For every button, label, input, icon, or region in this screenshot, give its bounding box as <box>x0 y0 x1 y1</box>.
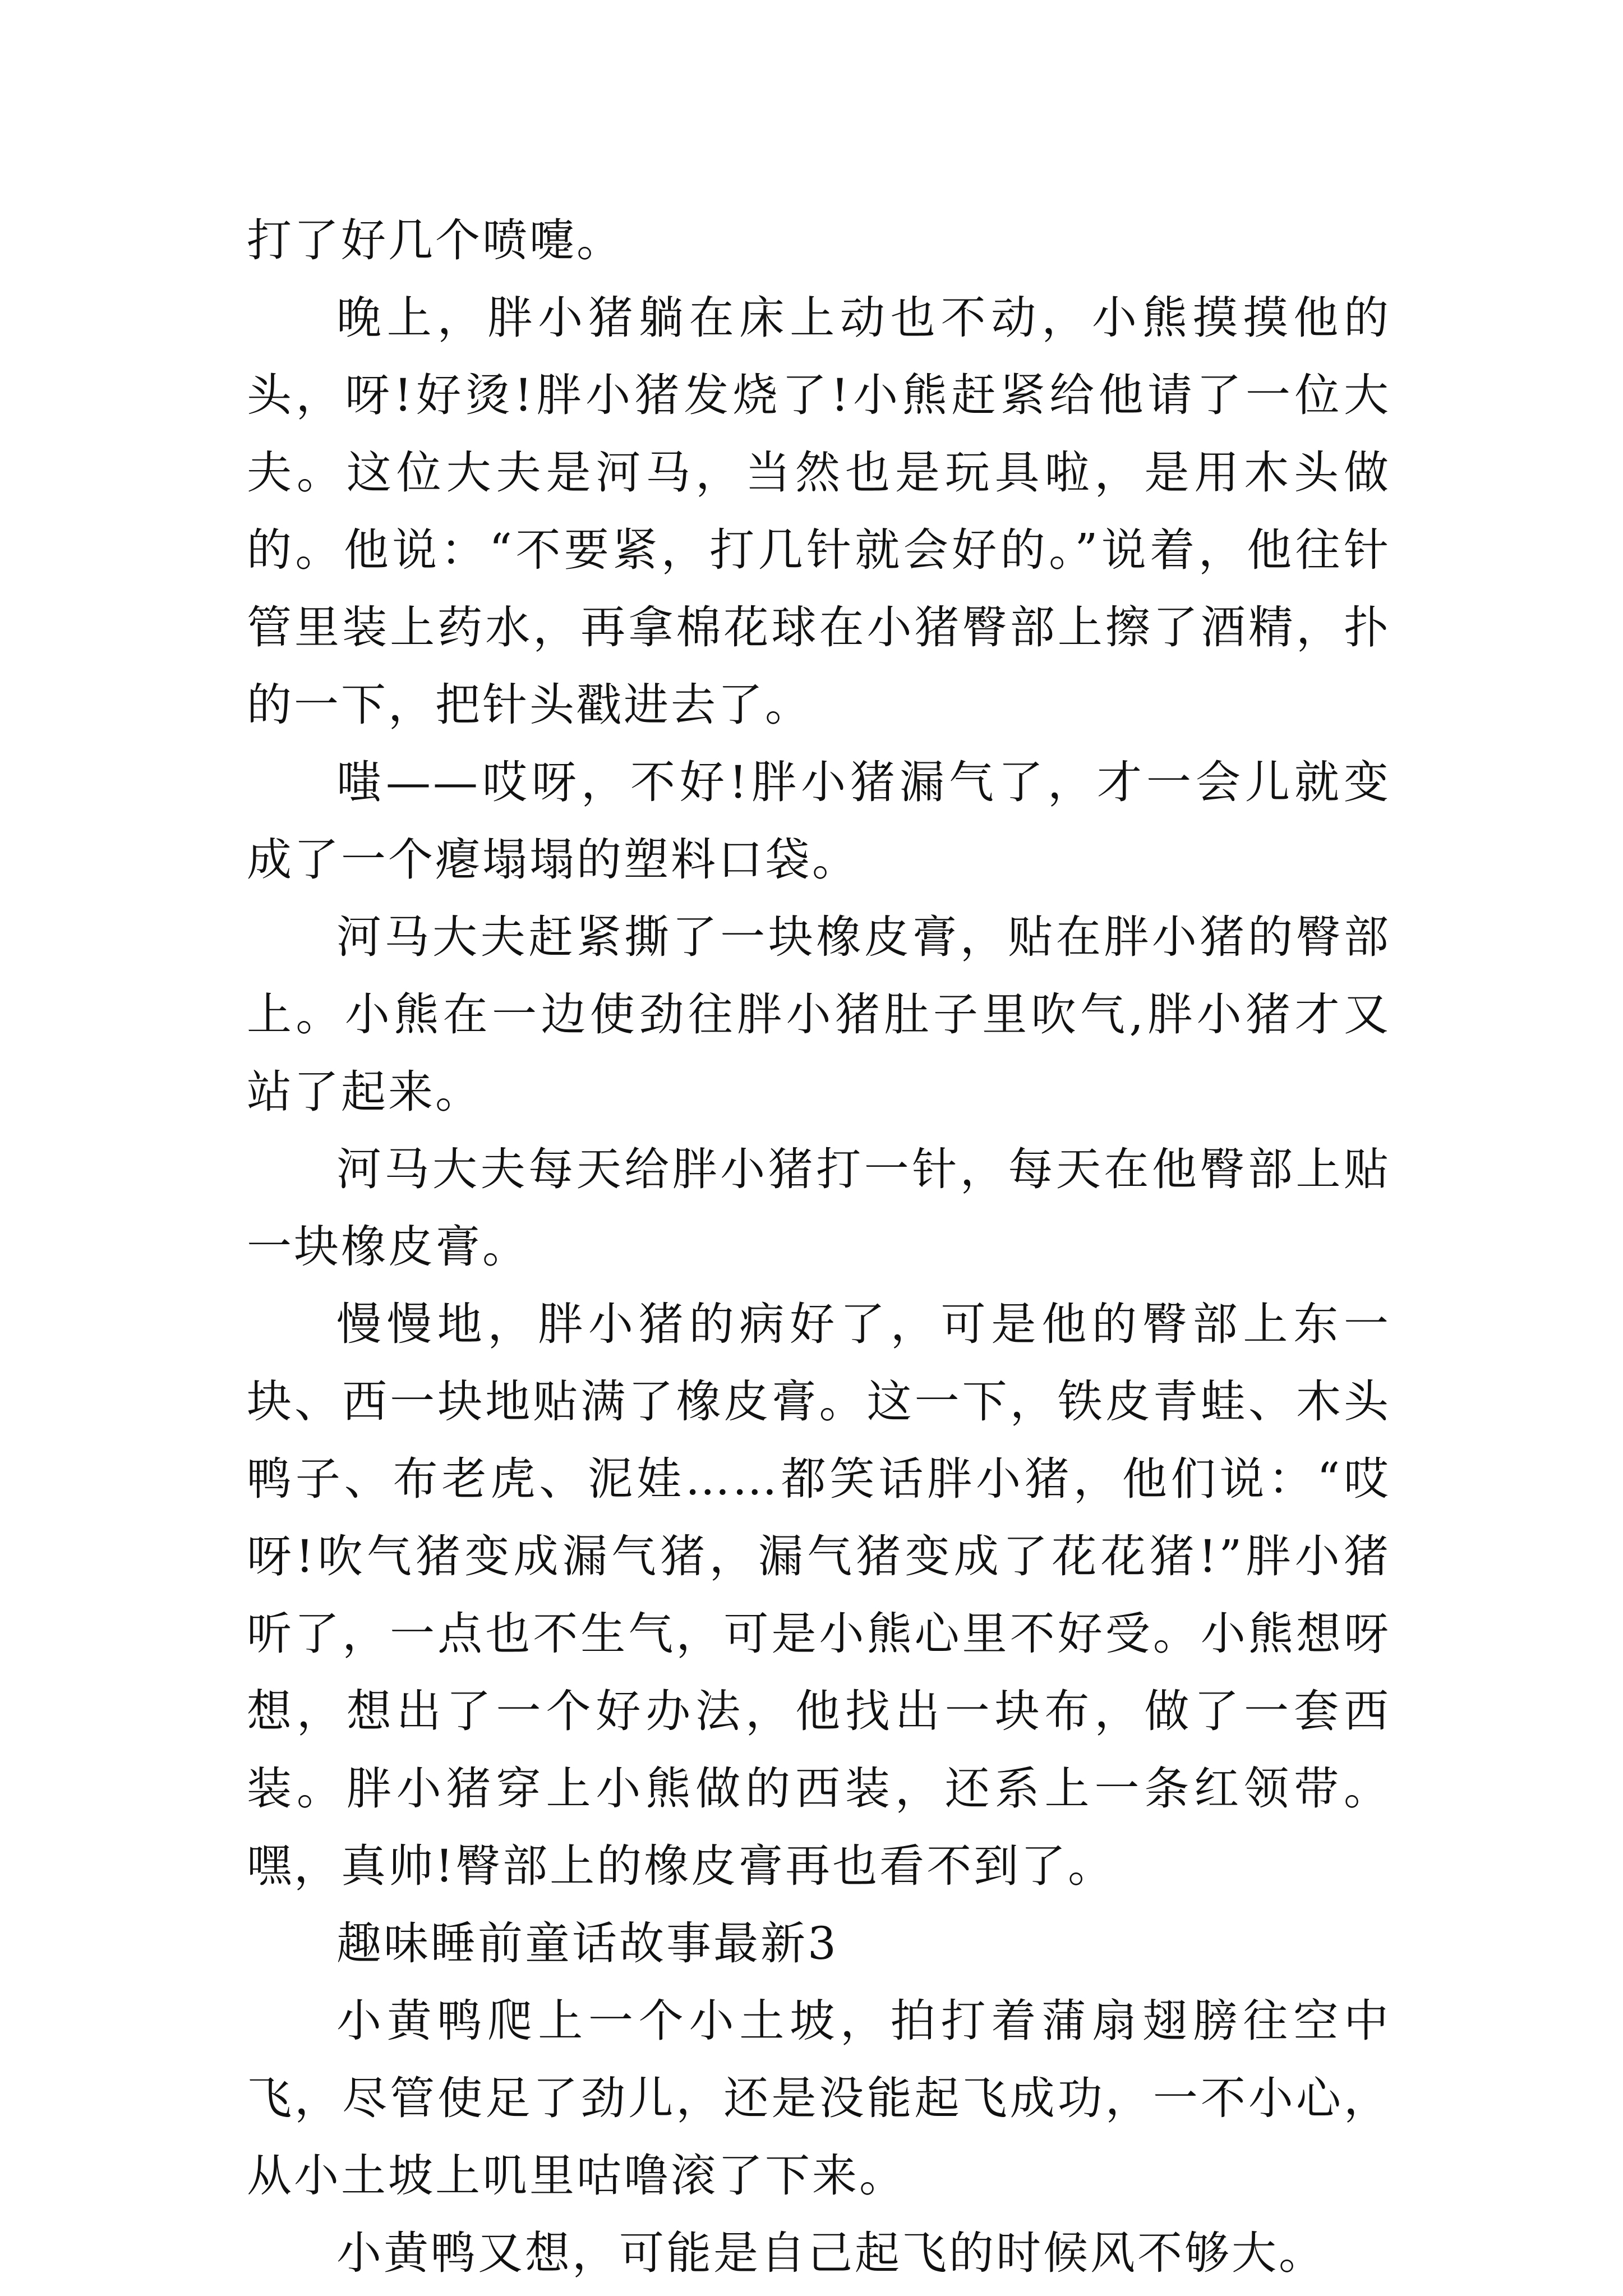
paragraph-daily-shot: 河马大夫每天给胖小猪打一针，每天在他臀部上贴一块橡皮膏。 <box>247 1143 1391 1273</box>
paragraph-continuation: 打了好几个喷嚏。 <box>247 214 624 266</box>
paragraph-plaster: 河马大夫赶紧撕了一块橡皮膏，贴在胖小猪的臀部上。小熊在一边使劲往胖小猪肚子里吹气,胖小猪才又站了起来。 <box>247 911 1391 1118</box>
paragraph-duck-fly: 小黄鸭爬上一个小土坡，拍打着蒲扇翅膀往空中飞，尽管使足了劲儿，还是没能起飞成功，一不小心，从小土坡上叽里咕噜滚了下来。 <box>247 1995 1391 2202</box>
paragraph-fever: 晚上，胖小猪躺在床上动也不动，小熊摸摸他的头，呀!好烫!胖小猪发烧了!小熊赶紧给他请了一位大夫。这位大夫是河马，当然也是玩具啦，是用木头做的。他说：“不要紧，打几针就会好的。”说着，他往针管里装上药水，再拿棉花球在小猪臀部上擦了酒精，扑的一下，把针头戳进去了。 <box>247 292 1391 731</box>
story-text-column <box>247 202 1391 2292</box>
story-heading: 趣味睡前童话故事最新3 <box>336 1917 838 1970</box>
paragraph-leak: 嗤——哎呀，不好!胖小猪漏气了，才一会儿就变成了一个瘪塌塌的塑料口袋。 <box>247 756 1391 886</box>
paragraph-suit: 慢慢地，胖小猪的病好了，可是他的臀部上东一块、西一块地贴满了橡皮膏。这一下，铁皮青蛙、木头鸭子、布老虎、泥娃……都笑话胖小猪，他们说：“哎呀!吹气猪变成漏气猪，漏气猪变成了花花猪!”胖小猪听了，一点也不生气，可是小熊心里不好受。小熊想呀想，想出了一个好办法，他找出一块布，做了一套西装。胖小猪穿上小熊做的西装，还系上一条红领带。嘿，真帅!臀部上的橡皮膏再也看不到了。 <box>247 1298 1391 1892</box>
paragraph-duck-wind: 小黄鸭又想，可能是自己起飞的时候风不够大。 <box>336 2227 1326 2279</box>
